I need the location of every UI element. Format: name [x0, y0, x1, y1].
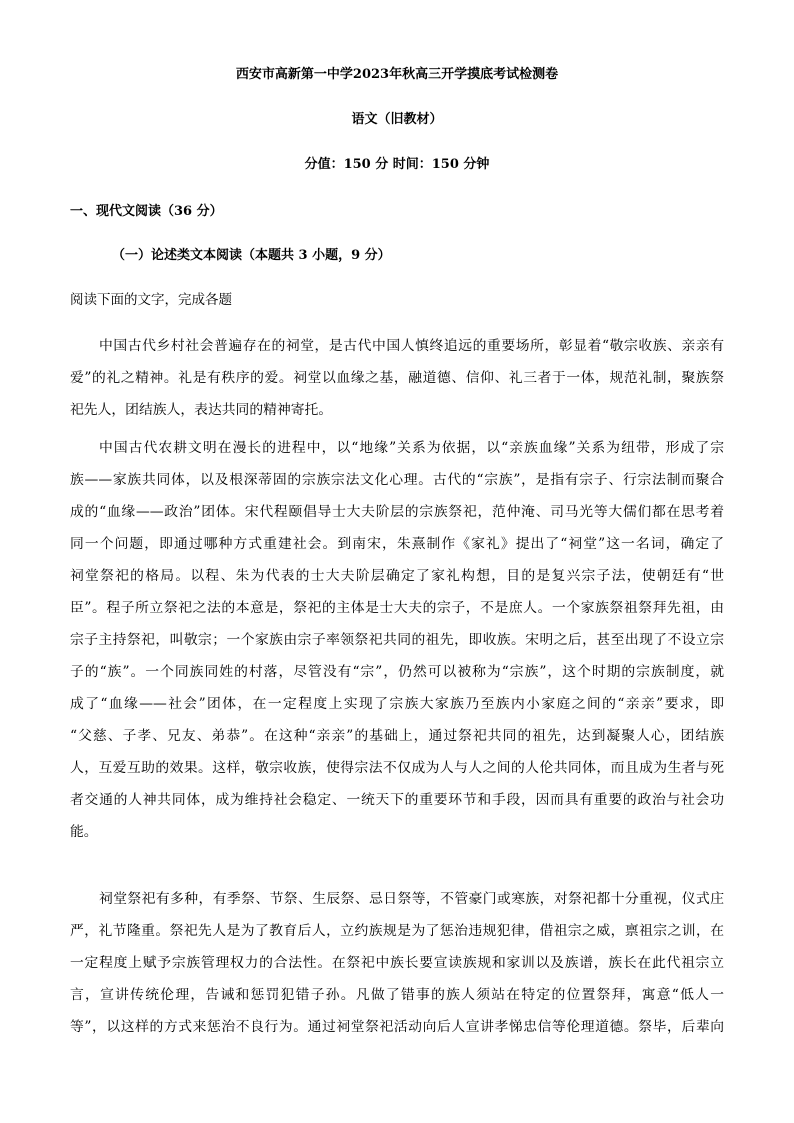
paragraph-3 [70, 883, 724, 1043]
paragraph-line: 宗子主持祭祀，叫敬宗；一个家族由宗子率领祭祀共同的祖先，即收族。宋明之后，甚至出现了不设立宗 [70, 632, 724, 648]
paragraph-line: 成的“血缘——政治”团体。宋代程颐倡导士大夫阶层的宗族祭祀，范仲淹、司马光等大儒们都在思考着 [70, 504, 724, 520]
score-time-line: 分值：150 分 时间：150 分钟 [304, 157, 490, 172]
paragraph-line: 爱”的礼之精神。礼是有秩序的爱。祠堂以血缘之基，融道德、信仰、礼三者于一体，规范礼制，聚族祭 [70, 370, 724, 386]
paragraph-line: “父慈、子孝、兄友、弟恭”。在这种“亲亲”的基础上，通过祭祀共同的祖先，达到凝聚人心，团结族 [70, 728, 724, 744]
reading-instruction: 阅读下面的文字，完成各题 [70, 292, 232, 308]
paragraph-line: 子的“族”。一个同族同姓的村落，尽管没有“宗”，仍然可以被称为“宗族”，这个时期的宗族制度，就 [70, 664, 724, 680]
exam-subtitle: 语文（旧教材） [351, 112, 443, 127]
exam-title: 西安市高新第一中学2023年秋高三开学摸底考试检测卷 [235, 67, 559, 82]
paragraph-line: 祀先人，团结族人，表达共同的精神寄托。 [70, 402, 333, 418]
subsection-heading: （一）论述类文本阅读（本题共 3 小题，9 分） [112, 248, 391, 263]
paragraph-line: 臣”。程子所立祭祀之法的本意是，祭祀的主体是士大夫的宗子，不是庶人。一个家族祭祖祭拜先祖，由 [70, 600, 724, 616]
paragraph-line: 言，宣讲传统伦理，告诫和惩罚犯错子孙。凡做了错事的族人须站在特定的位置祭拜，寓意“低人一 [70, 987, 724, 1003]
paragraph-2 [70, 432, 724, 848]
section-heading: 一、现代文阅读（36 分） [70, 204, 223, 219]
paragraph-line: 人，互爱互助的效果。这样，敬宗收族，使得宗法不仅成为人与人之间的人伦共同体，而且成为生者与死 [70, 760, 724, 776]
paragraph-line: 族——家族共同体，以及根深蒂固的宗族宗法文化心理。古代的“宗族”，是指有宗子、行宗法制而聚合 [70, 472, 724, 488]
paragraph-line: 一定程度上赋予宗族管理权力的合法性。在祭祀中族长要宣读族规和家训以及族谱，族长在此代祖宗立 [70, 955, 724, 971]
paragraph-line: 祠堂祭祀有多种，有季祭、节祭、生辰祭、忌日祭等，不管豪门或寒族，对祭祀都十分重视，仪式庄 [99, 891, 724, 907]
paragraph-line: 者交通的人神共同体，成为维持社会稳定、一统天下的重要环节和手段，因而具有重要的政治与社会功 [70, 792, 724, 808]
paragraph-line: 严，礼节隆重。祭祀先人是为了教育后人，立约族规是为了惩治违规犯律，借祖宗之威，禀祖宗之训，在 [70, 923, 724, 939]
paragraph-line: 中国古代乡村社会普遍存在的祠堂，是古代中国人慎终追远的重要场所，彰显着“敬宗收族、亲亲有 [99, 338, 724, 354]
paragraph-line: 祠堂祭祀的格局。以程、朱为代表的士大夫阶层确定了家礼构想，目的是复兴宗子法，使朝廷有“世 [70, 568, 724, 584]
paragraph-line: 能。 [70, 824, 98, 840]
paragraph-1 [70, 330, 724, 426]
paragraph-line: 等”，以这样的方式来惩治不良行为。通过祠堂祭祀活动向后人宣讲孝悌忠信等伦理道德。祭毕，后辈向 [70, 1019, 724, 1035]
paragraph-line: 中国古代农耕文明在漫长的进程中，以“地缘”关系为依据，以“亲族血缘”关系为纽带，形成了宗 [99, 440, 724, 456]
paragraph-line: 同一个问题，即通过哪种方式重建社会。到南宋，朱熹制作《家礼》提出了“祠堂”这一名词，确定了 [70, 536, 724, 552]
paragraph-line: 成了“血缘——社会”团体，在一定程度上实现了宗族大家族乃至族内小家庭之间的“亲亲”要求，即 [70, 696, 724, 712]
